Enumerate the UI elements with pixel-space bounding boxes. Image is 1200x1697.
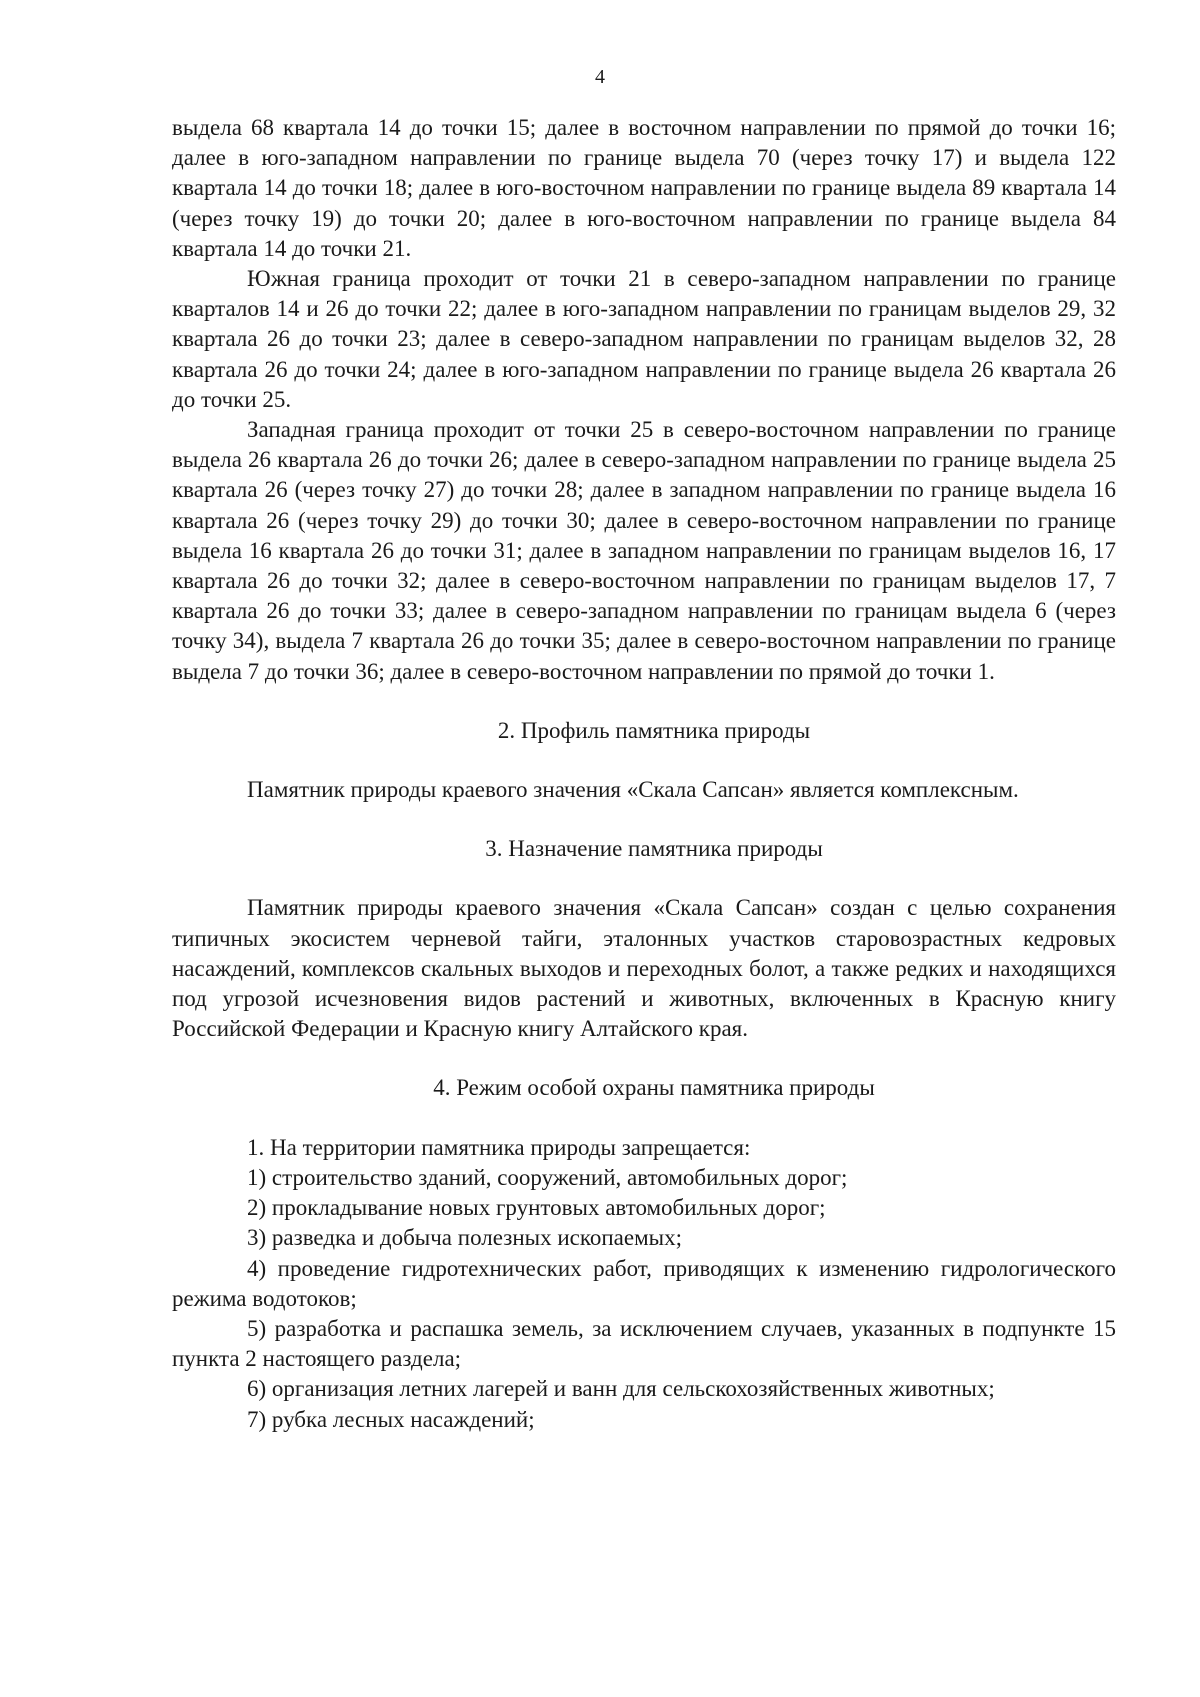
list-item: 7) рубка лесных насаждений; bbox=[247, 1406, 535, 1432]
section-heading-protection-regime: 4. Режим особой охраны памятника природы bbox=[433, 1075, 875, 1101]
list-item: 1) строительство зданий, сооружений, автомобильных дорог; bbox=[247, 1164, 848, 1190]
paragraph-boundary-east-continued: выдела 68 квартала 14 до точки 15; далее в восточном направлении по прямой до точки 16; далее в юго-западном направлении по границе выдела 70 (через точку 17) и выдела 122 квартала 14 до точки 18; далее в юго-восточном направлении по границе выдела 89 квартала 14 (через точку 19) до точки 20; далее в юго-восточном направлении по границе выдела 84 квартала 14 до точки 21. bbox=[172, 115, 1116, 261]
paragraph-boundary-south: Южная граница проходит от точки 21 в северо-западном направлении по границе кварталов 14 и 26 до точки 22; далее в юго-западном направлении по границам выделов 29, 32 квартала 26 до точки 23; далее в северо-западном направлении по границам выделов 32, 28 квартала 26 до точки 24; далее в юго-западном направлении по границе выдела 26 квартала 26 до точки 25. bbox=[172, 266, 1116, 412]
paragraph-profile: Памятник природы краевого значения «Скала Сапсан» является комплексным. bbox=[247, 777, 1019, 803]
list-item: 5) разработка и распашка земель, за исключением случаев, указанных в подпункте 15 пункта 2 настоящего раздела; bbox=[172, 1315, 1116, 1372]
section-heading-purpose: 3. Назначение памятника природы bbox=[485, 836, 823, 862]
list-item: 4) проведение гидротехнических работ, приводящих к изменению гидрологического режима водотоков; bbox=[172, 1255, 1116, 1311]
list-item: 1. На территории памятника природы запрещается: bbox=[247, 1134, 751, 1160]
paragraph-boundary-west: Западная граница проходит от точки 25 в северо-восточном направлении по границе выдела 26 квартала 26 до точки 26; далее в северо-западном направлении по границе выдела 25 квартала 26 (через точку 27) до точки 28; далее в западном направлении по границе выдела 16 квартала 26 (через точку 29) до точки 30; далее в северо-восточном направлении по границе выдела 16 квартала 26 до точки 31; далее в западном направлении по границам выделов 16, 17 квартала 26 до точки 32; далее в северо-восточном направлении по границам выделов 17, 7 квартала 26 до точки 33; далее в северо-западном направлении по границам выдела 6 (через точку 34), выдела 7 квартала 26 до точки 35; далее в северо-восточном направлении по границе выдела 7 до точки 36; далее в северо-восточном направлении по прямой до точки 1. bbox=[172, 417, 1116, 684]
list-item: 6) организация летних лагерей и ванн для сельскохозяйственных животных; bbox=[247, 1376, 995, 1402]
paragraph-purpose: Памятник природы краевого значения «Скала Сапсан» создан с целью сохранения типичных экосистем черневой тайги, эталонных участков старовозрастных кедровых насаждений, комплексов скальных выходов и переходных болот, а также редких и находящихся под угрозой исчезновения видов растений и животных, включенных в Красную книгу Российской Федерации и Красную книгу Алтайского края. bbox=[172, 895, 1116, 1042]
document-body bbox=[172, 113, 1116, 1435]
list-item: 3) разведка и добыча полезных ископаемых; bbox=[247, 1225, 682, 1251]
list-item: 2) прокладывание новых грунтовых автомобильных дорог; bbox=[247, 1195, 826, 1221]
page-number: 4 bbox=[595, 66, 605, 88]
section-heading-profile: 2. Профиль памятника природы bbox=[497, 717, 811, 743]
